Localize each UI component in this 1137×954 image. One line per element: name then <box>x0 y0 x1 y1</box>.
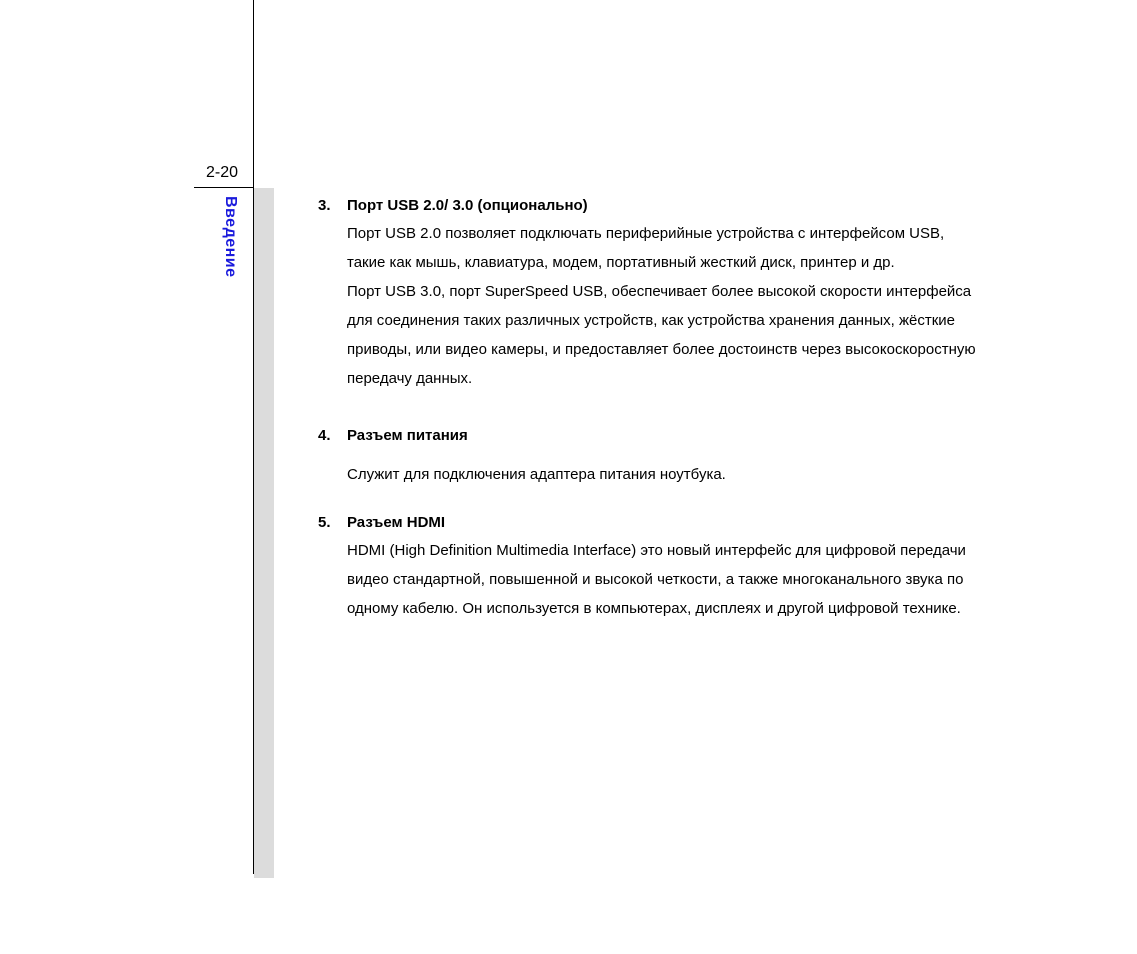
section-label: Введение <box>222 196 239 278</box>
item-number: 3. <box>318 197 331 214</box>
text-line: видео стандартной, повышенной и высокой четкости, а также многоканального звука по <box>347 571 964 588</box>
text-line: Порт USB 2.0 позволяет подключать периферийные устройства с интерфейсом USB, <box>347 225 945 242</box>
text-line: приводы, или видео камеры, и предоставляет более достоинств через высокоскоростную <box>347 341 976 358</box>
page-number-rule <box>194 187 254 188</box>
margin-gray-bar <box>254 188 274 878</box>
text-line: такие как мышь, клавиатура, модем, портативный жесткий диск, принтер и др. <box>347 254 895 271</box>
text-line: одному кабелю. Он используется в компьютерах, дисплеях и другой цифровой технике. <box>347 600 961 617</box>
page-number: 2-20 <box>206 164 239 181</box>
list-item-power-jack <box>318 426 1038 489</box>
text-line: передачу данных. <box>347 370 473 387</box>
item-description <box>347 460 1038 489</box>
text-line: HDMI (High Definition Multimedia Interface) это новый интерфейс для цифровой передачи <box>347 542 966 559</box>
list-item-heading <box>318 196 1038 216</box>
item-title: Разъем HDMI <box>347 514 446 531</box>
item-description <box>347 536 1038 623</box>
text-line: Порт USB 3.0, порт SuperSpeed USB, обеспечивает более высокой скорости интерфейса <box>347 283 972 300</box>
text-line: для соединения таких различных устройств, как устройства хранения данных, жёсткие <box>347 312 956 329</box>
list-item-hdmi-port <box>318 513 1038 623</box>
item-number: 5. <box>318 514 331 531</box>
text-line: Служит для подключения адаптера питания ноутбука. <box>347 466 726 483</box>
list-item-usb-port <box>318 196 1038 393</box>
item-title: Разъем питания <box>347 427 468 444</box>
list-item-heading <box>318 513 1038 533</box>
item-description <box>347 219 1038 393</box>
list-item-heading <box>318 426 1038 446</box>
item-number: 4. <box>318 427 331 444</box>
item-title: Порт USB 2.0/ 3.0 (опционально) <box>347 197 588 214</box>
